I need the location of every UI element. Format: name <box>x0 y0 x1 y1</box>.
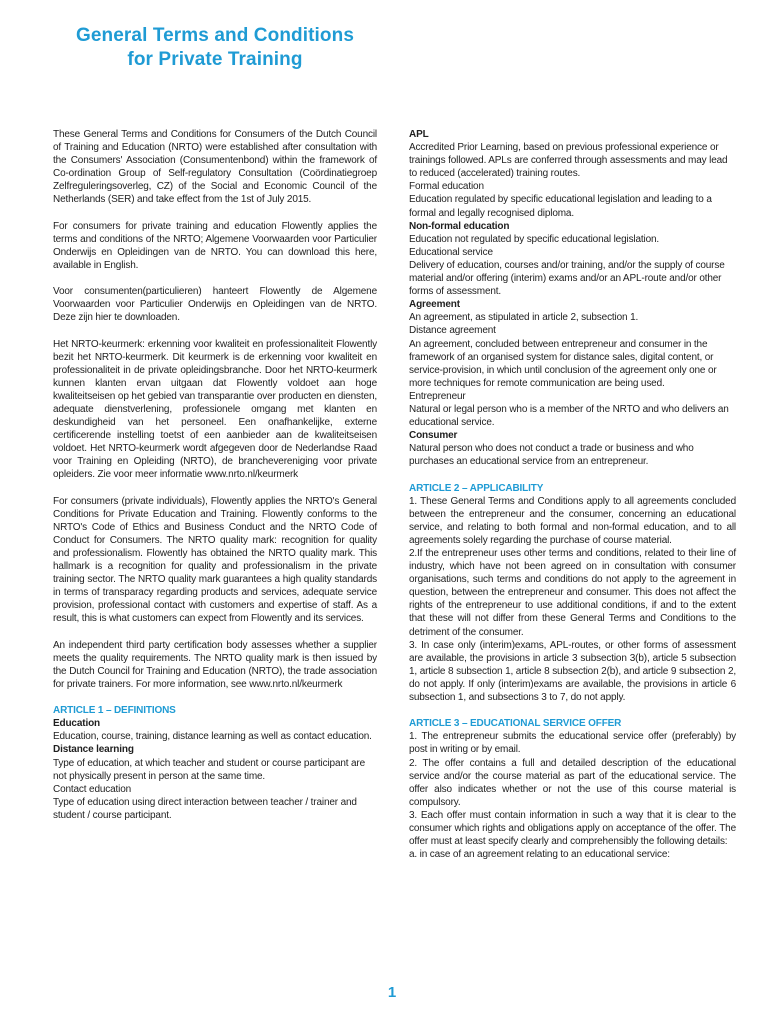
article-3-subsection-2: 2. The offer contains a full and detailed description of the educational service and/or the course material as part of the educational service. The offer also indicates whether or not the use of this course material is compulsory. <box>409 757 736 808</box>
intro-paragraph-1: These General Terms and Conditions for Consumers of the Dutch Council of Training and Education (NRTO) were established after consultation with the Consumers' Association (Consumentenbond) within the framework of Co-ordination Group of Self-regulatory Consultation (Coördinatiegroep Zelfreguleringsoverleg, CZ) of the Social and Economic Council of the Netherlands (SER) and take effect from the 1st of July 2015. <box>53 129 377 206</box>
right-column <box>409 128 736 861</box>
article-2-heading: ARTICLE 2 – APPLICABILITY <box>409 482 544 494</box>
definition-term-apl: APL <box>409 129 429 140</box>
intro-paragraph-5: For consumers (private individuals), Flowently applies the NRTO's General Conditions for Private Education and Training. Flowently conforms to the NRTO's Code of Ethics and Business Conduct and the NRTO Code of Conduct for Consumers. The NRTO quality mark: recognition for quality and professionalism. Flowently has obtained the NRTO quality mark. This hallmark is a recognition for quality and professionalism in the private training sector. The NRTO quality mark guarantees a high quality standards in terms of transparacy regarding products and services, adequate service provision, professional contact with customers and expertise of staff. As a result, this is what customers can expect from Flowently and its services. <box>53 495 377 625</box>
definition-term-educational-service: Educational service <box>409 246 493 258</box>
definition-term-entrepreneur: Entrepreneur <box>409 390 466 402</box>
intro-paragraph-3: Voor consumenten(particulieren) hanteert Flowently de Algemene Voorwaarden voor Particulier Onderwijs en Opleidingen van de NRTO. Deze zijn hier te downloaden. <box>53 286 377 324</box>
definition-term-distance-agreement: Distance agreement <box>409 325 496 337</box>
page-title-line-1: General Terms and Conditions <box>76 25 354 46</box>
definition-term-agreement: Agreement <box>409 299 460 311</box>
definition-term-consumer: Consumer <box>409 430 458 442</box>
definition-text-entrepreneur: Natural or legal person who is a member of the NRTO and who delivers an educational service. <box>409 403 729 429</box>
article-2-subsection-3: 3. In case only (interim)exams, APL-routes, or other forms of assessment are available, the provisions in article 3 subsection 3(b), article 5 subsection 1, article 8 subsection 1, article 8 subsection 2(b), and article 9 subsection 2, do not apply. If only (interim)exams are available, the provisions in article 6 subsection 1, and subsections 3 to 7, do not apply. <box>409 639 736 704</box>
article-1-heading: ARTICLE 1 – DEFINITIONS <box>53 705 176 717</box>
article-3-subsection-3a: a. in case of an agreement relating to an educational service: <box>409 849 670 861</box>
definition-text-distance-learning: Type of education, at which teacher and student or course participant are not physically present in person at the same time. <box>53 757 366 782</box>
definition-term-distance-learning: Distance learning <box>53 744 134 756</box>
definition-text-consumer: Natural person who does not conduct a trade or business and who purchases an educational service from an entrepreneur. <box>409 443 694 468</box>
article-2-subsection-2: 2.If the entrepreneur uses other terms and conditions, related to their line of industry, which have not been agreed on in consultation with consumer organisations, such terms and conditions do not apply to the agreement in question, between the entrepreneur and consumer. This does not affect the rights of the entrepreneur to use additional conditions, if and to the extent that these will not differ from these General Terms and Conditions to the detriment of the consumer. <box>409 548 736 638</box>
intro-paragraph-2: For consumers for private training and education Flowently applies the terms and conditions of the NRTO; Algemene Voorwaarden voor Particulier Onderwijs en Opleidingen van de NRTO. You can download this here, available in English. <box>53 220 377 271</box>
article-3-subsection-3: 3. Each offer must contain information in such a way that it is clear to the consumer which rights and obligations apply on acceptance of the offer. The offer must at least specify clearly and comprehensibly the following details: <box>409 809 736 848</box>
intro-paragraph-4: Het NRTO-keurmerk: erkenning voor kwaliteit en professionaliteit Flowently bezit het NRTO-keurmerk. Dit keurmerk is de erkenning voor kwaliteit en professionaliteit in de private opleidingsbranche. Door het NRTO-keurmerk kunnen klanten ervan uitgaan dat Flowently voldoet aan hoge kwaliteitseisen op het gebied van transparantie over producten en diensten, adequate dienstverlening, professionele omgang met klanten en deskundigheid van het personeel. Een onafhankelijke, externe certificerende instelling toetst of een aanbieder aan de kwaliteitseisen voldoet. Het NRTO-keurmerk wordt afgegeven door de Nederlandse Raad voor Training en Opleiding (NRTO), de branchevereniging voor private opleiders. Zie voor meer informatie www.nrto.nl/keurmerk <box>53 338 377 481</box>
spacer <box>409 704 736 717</box>
page-title-line-2: for Private Training <box>127 49 303 70</box>
definition-text-apl: Accredited Prior Learning, based on previous professional experience or trainings followed. APLs are conferred through assessments and may lead to reduced (accelerated) training routes. <box>409 142 728 180</box>
article-3-subsection-1: 1. The entrepreneur submits the educational service offer (preferably) by post in writing or by email. <box>409 731 736 756</box>
definition-text-contact-education: Type of education using direct interaction between teacher / trainer and student / course participant. <box>53 796 357 821</box>
definition-text-educational-service: Delivery of education, courses and/or training, and/or the supply of course material and/or offering (interim) exams and/or an APL-route and/or other forms of assessment. <box>409 259 725 298</box>
definition-text-distance-agreement: An agreement, concluded between entrepreneur and consumer in the framework of an organised system for distance sales, digital content, or service-provision, in which until conclusion of the agreement only one or more techniques for remote communication are being used. <box>409 338 717 389</box>
definition-text-formal-education: Education regulated by specific educational legislation and leading to a formal and legally recognised diploma. <box>409 194 712 219</box>
article-2-subsection-1: 1. These General Terms and Conditions apply to all agreements concluded between the entrepreneur and the consumer, concerning an educational service, and relating to both formal and non-formal education, and to all agreements solely regarding the purchase of course material. <box>409 495 736 546</box>
definition-term-non-formal-education: Non-formal education <box>409 220 510 232</box>
definition-term-formal-education: Formal education <box>409 181 484 193</box>
page-title <box>0 24 430 72</box>
definition-term-education: Education <box>53 718 100 730</box>
intro-paragraph-6: An independent third party certification body assesses whether a supplier meets the quality requirements. The NRTO quality mark is then issued by the Dutch Council for Training and Education (NRTO), the trade association for private trainers. For more information, see www.nrto.nl/keurmerk <box>53 639 377 690</box>
article-3-heading: ARTICLE 3 – EDUCATIONAL SERVICE OFFER <box>409 718 622 730</box>
spacer <box>409 468 736 481</box>
left-column <box>53 128 377 822</box>
definition-text-education: Education, course, training, distance learning as well as contact education. <box>53 731 372 743</box>
definition-text-agreement: An agreement, as stipulated in article 2, subsection 1. <box>409 312 639 324</box>
page-number: 1 <box>387 984 397 1001</box>
definition-text-non-formal-education: Education not regulated by specific educational legislation. <box>409 233 660 245</box>
definition-term-contact-education: Contact education <box>53 783 132 795</box>
